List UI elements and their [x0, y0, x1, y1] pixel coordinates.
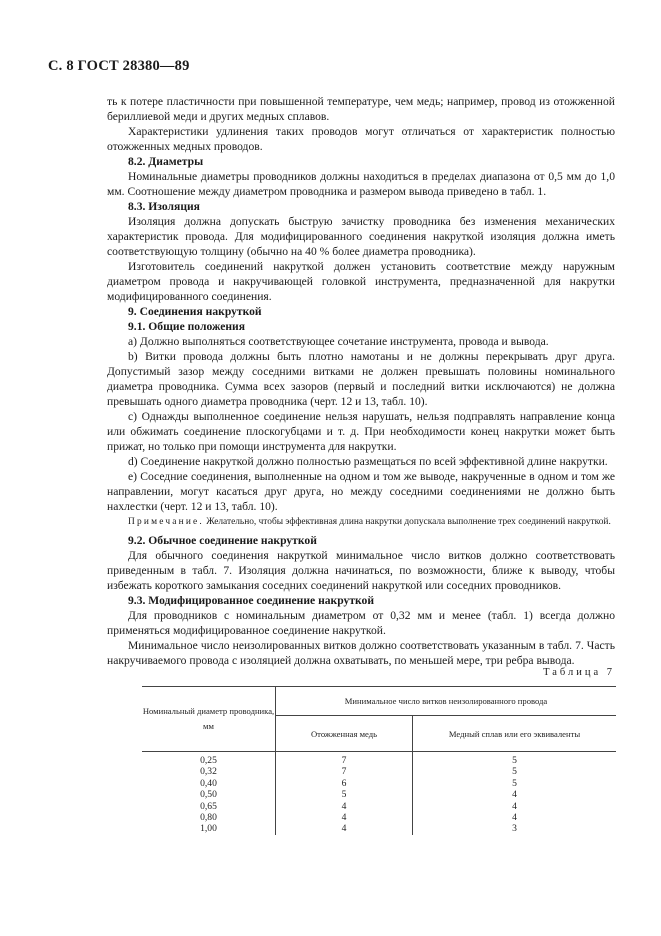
page-header: С. 8 ГОСТ 28380—89: [48, 58, 190, 74]
cell-annealed: 5: [276, 789, 413, 800]
list-item: с) Однажды выполненное соединение нельзя нарушать, нельзя подправлять направление конца или обжимать соединение плоскогубцами и т. д. При необходимости конец накрутки может быть прижат, но только при помощи инструмента для накрутки.: [107, 410, 615, 453]
cell-alloy: 4: [512, 812, 517, 824]
list-item: b) Витки провода должны быть плотно намотаны и не должны перекрывать друг друга. Допустимый зазор между соседними витками не должен превышать половины номинального диаметра проводника. Сумма всех зазоров (первый и последний витки исключаются) не должна превышать одного диаметра проводника (черт. 12 и 13, табл. 10).: [107, 350, 615, 408]
header-diameter: Номинальный диаметр проводника, мм: [142, 687, 276, 752]
cell-diameter: 0,25: [142, 752, 276, 767]
cell-diameter: 1,00: [142, 823, 276, 834]
table-row: [142, 778, 616, 789]
list-item: е) Соседние соединения, выполненные на одном и том же выводе, накрученные в одном и том же направлении, могут касаться друг друга, но между соседними соединениями не должно быть нахлестки (черт. 12 и 13, табл. 10).: [107, 470, 615, 513]
table-row: [142, 752, 616, 767]
body-text: [107, 94, 615, 668]
note-text: Желательно, чтобы эффективная длина накрутки допускала выполнение трех соединений накруткой.: [206, 517, 611, 527]
cell-annealed: 4: [276, 812, 413, 823]
table-row: [142, 812, 616, 823]
section-heading: 9.3. Модифицированное соединение накруткой: [128, 594, 375, 607]
turns-table: [142, 686, 616, 835]
cell-alloy: 5: [512, 777, 517, 789]
header-copper-alloy: Медный сплав или его эквиваленты: [413, 716, 617, 752]
paragraph: ть к потере пластичности при повышенной температуре, чем медь; например, провод из отожженной бериллиевой меди и других медных сплавов.: [107, 95, 615, 123]
cell-alloy: 5: [512, 755, 517, 766]
cell-annealed: 6: [276, 778, 413, 789]
paragraph: Минимальное число неизолированных витков должно соответствовать указанным в табл. 7. Часть накручиваемого провода с изоляцией должна охватывать, по меньшей мере, три ребра вывода.: [107, 639, 615, 667]
cell-alloy: 3: [512, 823, 517, 835]
section-heading: 8.3. Изоляция: [128, 200, 200, 213]
section-heading: 9. Соединения накруткой: [128, 305, 262, 318]
table-row: [142, 823, 616, 834]
header-min-turns: Минимальное число витков неизолированного провода: [276, 687, 617, 716]
cell-diameter: 0,32: [142, 766, 276, 777]
cell-alloy: 5: [512, 766, 517, 778]
list-item: а) Должно выполняться соответствующее сочетание инструмента, провода и вывода.: [128, 335, 549, 348]
table-row: [142, 801, 616, 812]
list-item: d) Соединение накруткой должно полностью размещаться по всей эффективной длине накрутки.: [128, 455, 608, 468]
note-label: Примечание.: [128, 517, 204, 527]
cell-diameter: 0,40: [142, 778, 276, 789]
cell-alloy: 4: [512, 800, 517, 812]
cell-diameter: 0,50: [142, 789, 276, 800]
header-annealed-copper: Отожженная медь: [276, 716, 413, 752]
cell-alloy: 4: [512, 789, 517, 801]
paragraph: Изготовитель соединений накруткой должен установить соответствие между наружным диаметром провода и накручивающей головкой инструмента, предназначенной для накрутки модифицированного соединения.: [107, 260, 615, 303]
cell-diameter: 0,65: [142, 801, 276, 812]
paragraph: Характеристики удлинения таких проводов могут отличаться от характеристик полностью отожженных медных проводов.: [107, 125, 615, 153]
table-caption: Таблица 7: [543, 667, 615, 678]
section-heading: 9.2. Обычное соединение накруткой: [128, 534, 317, 547]
paragraph: Для проводников с номинальным диаметром от 0,32 мм и менее (табл. 1) всегда должно применяться модифицированное соединение накруткой.: [107, 609, 615, 637]
paragraph: Изоляция должна допускать быструю зачистку проводника без изменения механических характеристик провода. Для модифицированного соединения накруткой изоляция должна иметь соответствующую толщину (обычно на 40 % более диаметра проводника).: [107, 215, 615, 258]
cell-annealed: 7: [276, 766, 413, 777]
paragraph: Номинальные диаметры проводников должны находиться в пределах диапазона от 0,5 мм до 1,0 мм. Соотношение между диаметром проводника и размером вывода приведено в табл. 1.: [107, 170, 615, 198]
paragraph: Для обычного соединения накруткой минимальное число витков должно соответствовать приведенным в табл. 7. Изоляция должна начинаться, по возможности, ближе к выводу, чтобы избежать короткого замыкания соседних соединений накруткой или соседних проводников.: [107, 549, 615, 592]
section-heading: 9.1. Общие положения: [128, 320, 245, 333]
cell-annealed: 7: [276, 752, 413, 767]
cell-diameter: 0,80: [142, 812, 276, 823]
table-row: [142, 789, 616, 800]
table-row: [142, 766, 616, 777]
note: [107, 516, 615, 529]
section-heading: 8.2. Диаметры: [128, 155, 204, 168]
cell-annealed: 4: [276, 823, 413, 834]
cell-annealed: 4: [276, 801, 413, 812]
